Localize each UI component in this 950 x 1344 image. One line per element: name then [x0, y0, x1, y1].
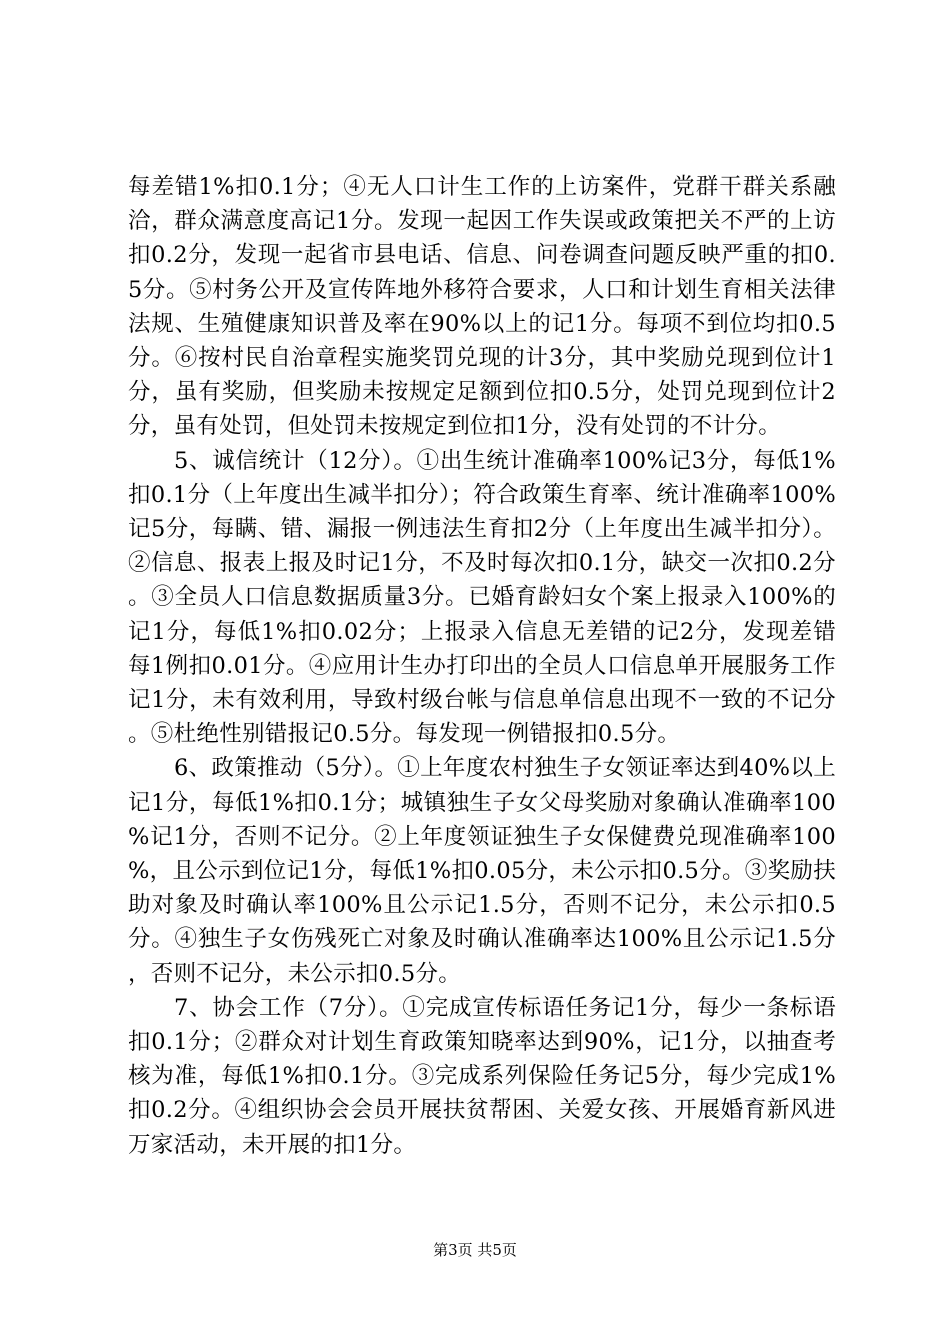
paragraph-section-6: 6、政策推动（5分）。①上年度农村独生子女领证率达到40%以上记1分，每低1%扣0.1分；城镇独生子女父母奖励对象确认准确率100%记1分，否则不记分。②上年度领证独生子女保健费兑现准确率100%，且公示到位记1分，每低1%扣0.05分，未公示扣0.5分。③奖励扶助对象及时确认率100%且公示记1.5分，否则不记分，未公示扣0.5分。④独生子女伤残死亡对象及时确认准确率达100%且公示记1.5分，否则不记分，未公示扣0.5分。 — [128, 755, 836, 987]
document-body — [128, 170, 836, 1162]
paragraph-continuation: 每差错1%扣0.1分；④无人口计生工作的上访案件，党群干群关系融洽，群众满意度高记1分。发现一起因工作失误或政策把关不严的上访扣0.2分，发现一起省市县电话、信息、问卷调查问题反映严重的扣0.5分。⑤村务公开及宣传阵地外移符合要求，人口和计划生育相关法律法规、生殖健康知识普及率在90%以上的记1分。每项不到位均扣0.5分。⑥按村民自治章程实施奖罚兑现的计3分，其中奖励兑现到位计1分，虽有奖励，但奖励未按规定足额到位扣0.5分，处罚兑现到位计2分，虽有处罚，但处罚未按规定到位扣1分，没有处罚的不计分。 — [128, 174, 836, 440]
page-number-footer: 第3页 共5页 — [433, 1241, 517, 1259]
paragraph-section-7: 7、协会工作（7分）。①完成宣传标语任务记1分，每少一条标语扣0.1分；②群众对计划生育政策知晓率达到90%，记1分，以抽查考核为准，每低1%扣0.1分。③完成系列保险任务记5分，每少完成1%扣0.2分。④组织协会会员开展扶贫帮困、关爱女孩、开展婚育新风进万家活动，未开展的扣1分。 — [128, 994, 836, 1158]
paragraph-section-5: 5、诚信统计（12分）。①出生统计准确率100%记3分，每低1%扣0.1分（上年度出生减半扣分）；符合政策生育率、统计准确率100%记5分，每瞒、错、漏报一例违法生育扣2分（上年度出生减半扣分）。②信息、报表上报及时记1分，不及时每次扣0.1分，缺交一次扣0.2分。③全员人口信息数据质量3分。已婚育龄妇女个案上报录入100%的记1分，每低1%扣0.02分；上报录入信息无差错的记2分，发现差错每1例扣0.01分。④应用计生办打印出的全员人口信息单开展服务工作记1分，未有效利用，导致村级台帐与信息单信息出现不一致的不记分。⑤杜绝性别错报记0.5分。每发现一例错报扣0.5分。 — [128, 447, 836, 748]
